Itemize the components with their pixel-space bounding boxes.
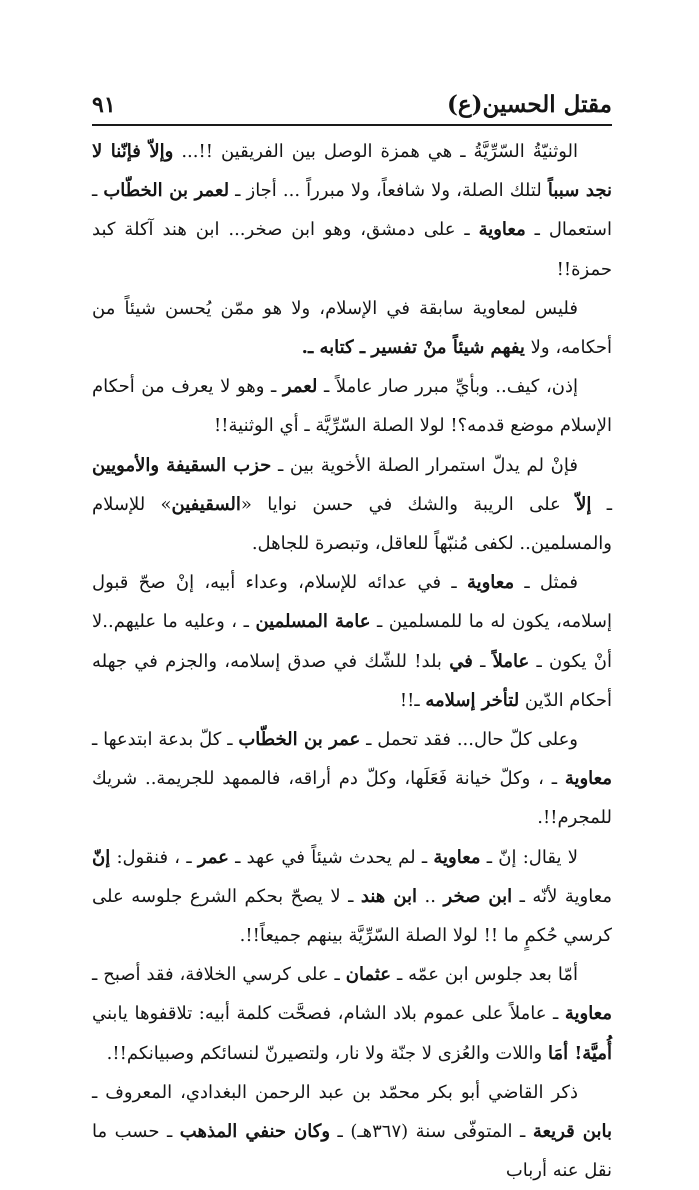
text-run: ـ على دمشق، وهو ابن صخر... ابن هند آكلة كبد حمزة!! [92,219,612,280]
bold-text: عمر [197,846,229,868]
text-run: ـ ، وعليه ما عليهم..لا أنْ يكون ـ [92,611,612,672]
text-run: فإنْ لم يدلّ استمرار الصلة الأخوية بين ـ [271,454,578,476]
text-run: ـ!! [399,689,426,711]
text-run: الوثنيّةُ السّرِّيَّةُ ـ هي همزة الوصل بين الفريقين !!... [173,141,578,162]
text-run: أمّا بعد جلوس ابن عمّه ـ [391,964,578,986]
bold-text: ابن هند [360,885,418,907]
text-run: معاوية لأنّه ـ [512,885,613,907]
text-run: بلد! للشّك في صدق إسلامه، والجزم في جهله أحكام الدّين [92,650,612,711]
text-run: ـ في عدائه للإسلام، وعداء أبيه، إنْ صحّ قبول إسلامه، يكون له ما للمسلمين ـ [92,572,612,633]
paragraph [92,563,612,720]
text-run: لتلك الصلة، ولا شافعاً، ولا مبرراً ... أجاز ـ [229,180,548,202]
bold-text: عاملاً [492,650,530,672]
text-run: ـ حسب ما نقل عنه أرباب [92,1121,612,1182]
text-run: لا يقال: إنّ ـ [480,846,578,868]
bold-text: إلاّ [576,493,592,515]
text-run: ـ على كرسي الخلافة، فقد أصبح ـ [92,964,346,986]
bold-text: ابن صخر [443,885,513,907]
text-run: ـ [472,650,493,672]
text-run: فليس لمعاوية سابقة في الإسلام، ولا هو ممّن يُحسن شيئاً من أحكامه، ولا [92,297,612,359]
bold-text: بابن قريعة [532,1121,612,1143]
bold-text: معاوية [466,572,515,594]
text-run: ـ وهو لا يعرف من أحكام الإسلام موضع قدمه؟! لولا الصلة السّرِّيَّة ـ أي الوثنية!! [92,376,612,437]
bold-text: أُميَّة! أمَا [547,1042,612,1064]
text-run: » للإسلام والمسلمين.. لكفى مُنبّهاً للعاقل، وتبصرة للجاهل. [92,493,612,555]
text-run: ـ ، وكلّ خيانة فَعَلَها، وكلّ دم أراقه، فالممهد للجريمة.. شريك للمجرم!!. [92,768,612,829]
paragraph [92,955,612,1073]
paragraph [92,367,612,445]
text-run: ذكر القاضي أبو بكر محمّد بن عبد الرحمن البغدادي، المعروف ـ [92,1081,578,1103]
page-header [92,84,612,126]
text-run: ـ لم يحدث شيئاً في عهد ـ [228,846,434,868]
body-text [92,132,612,1190]
bold-text: لعمر [282,376,318,398]
text-run: فمثل ـ [514,572,578,594]
bold-text: السقيفين [171,493,241,515]
bold-text: معاوية [564,768,612,790]
bold-text: وإلاّ فإنّنا لا نجد سبباً [92,141,612,202]
bold-text: لعمر بن الخطّاب [103,180,230,202]
bold-text: لتأخر إسلامه [425,689,520,711]
paragraph [92,446,612,564]
text-run: إذن، كيف.. وبأيِّ مبرر صار عاملاً ـ [317,376,578,398]
text-run: ـ استعمال ـ [92,180,613,241]
page-number: ٩١ [92,92,116,118]
bold-text: يفهم شيئاً منْ تفسير ـ كتابه ـ. [301,337,525,359]
bold-text: معاوية [478,219,526,241]
paragraph [92,289,612,367]
text-run: ـ لا يصحّ بحكم الشرع جلوسه على كرسي حُكمٍ ما !! لولا الصلة السّرِّيَّة بينهم جميعاً!!. [92,885,612,947]
bold-text: عامة المسلمين [255,611,371,633]
paragraph [92,720,612,838]
text-run: .. [417,885,444,907]
text-run: واللات والعُزى لا جنّة ولا نار، ولتصيرنّ لنسائكم وصبيانكم!!. [106,1042,548,1064]
text-run: ـ [591,493,612,515]
bold-text: عمر بن الخطّاب [238,729,361,751]
bold-text: وكان حنفي المذهب [179,1121,331,1143]
paragraph [92,838,612,956]
running-title: مقتل الحسين(ع) [446,91,612,118]
text-run: ـ ، فنقول: [110,846,198,868]
bold-text: في [449,650,473,672]
text-run: على الريبة والشك في حسن نوايا « [240,493,577,515]
paragraph [92,132,612,289]
bold-text: معاوية [564,1003,613,1025]
text-run: ـ عاملاً على عموم بلاد الشام، فصحَّت كلمة أبيه: تلاقفوها يابني [92,1003,565,1025]
text-run: ـ المتوفّى سنة (٣٦٧هـ) ـ [330,1121,533,1143]
bold-text: معاوية [433,846,481,868]
text-run: ـ كلّ بدعة ابتدعها ـ [92,729,239,751]
bold-text: إنّ [92,846,111,868]
bold-text: حزب السقيفة والأمويين [92,454,272,476]
paragraph [92,1073,612,1190]
bold-text: عثمان [345,964,392,986]
text-run: وعلى كلّ حال... فقد تحمل ـ [360,729,579,751]
